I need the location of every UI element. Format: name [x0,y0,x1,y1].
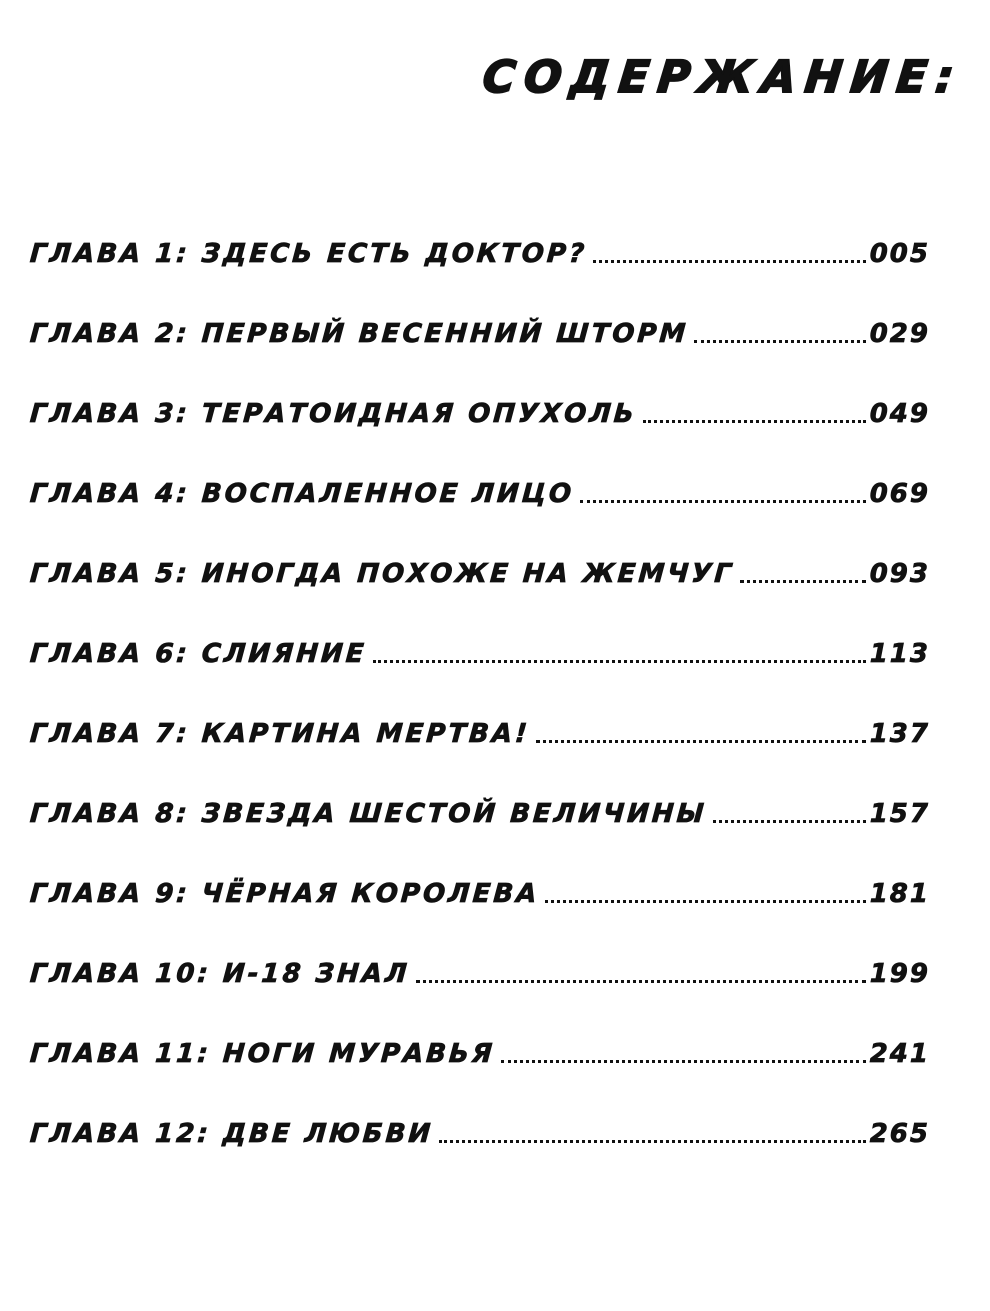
chapter-entry-6 [30,594,930,674]
chapter-entry-7 [30,674,930,754]
chapter-title: ГЛАВА 3: ТЕРАТОИДНАЯ ОПУХОЛЬ [28,399,638,429]
chapter-title: ГЛАВА 9: ЧЁРНАЯ КОРОЛЕВА [28,879,541,909]
dot-leader [545,900,865,903]
chapter-entry-5 [30,514,930,594]
chapter-title: ГЛАВА 5: ИНОГДА ПОХОЖЕ НА ЖЕМЧУГ [28,559,736,589]
chapter-page-number: 113 [869,639,930,669]
chapter-page-number: 005 [869,239,930,269]
chapter-page-number: 241 [869,1039,930,1069]
chapter-title: ГЛАВА 11: НОГИ МУРАВЬЯ [28,1039,496,1069]
chapter-title: ГЛАВА 4: ВОСПАЛЕННОЕ ЛИЦО [28,479,576,509]
chapter-entry-1 [30,194,930,274]
chapter-entry-11 [30,994,930,1074]
chapter-entry-3 [30,354,930,434]
dot-leader [643,420,866,423]
chapter-title: ГЛАВА 2: ПЕРВЫЙ ВЕСЕННИЙ ШТОРМ [28,319,690,349]
chapter-page-number: 049 [869,399,930,429]
chapter-list [30,194,930,1154]
chapter-page-number: 265 [869,1119,930,1149]
chapter-title: ГЛАВА 7: КАРТИНА МЕРТВА! [28,719,531,749]
dot-leader [373,660,866,663]
chapter-entry-2 [30,274,930,354]
chapter-title: ГЛАВА 8: ЗВЕЗДА ШЕСТОЙ ВЕЛИЧИНЫ [28,799,708,829]
chapter-title: ГЛАВА 1: ЗДЕСЬ ЕСТЬ ДОКТОР? [28,239,589,269]
dot-leader [694,340,865,343]
dot-leader [501,1060,866,1063]
dot-leader [439,1140,866,1143]
chapter-entry-8 [30,754,930,834]
chapter-page-number: 137 [869,719,930,749]
chapter-title: ГЛАВА 10: И-18 ЗНАЛ [28,959,411,989]
chapter-title: ГЛАВА 12: ДВЕ ЛЮБВИ [28,1119,435,1149]
page-title: СОДЕРЖАНИЕ: [479,52,965,103]
chapter-page-number: 199 [869,959,930,989]
chapter-entry-12 [30,1074,930,1154]
chapter-entry-4 [30,434,930,514]
dot-leader [580,500,866,503]
dot-leader [416,980,866,983]
dot-leader [740,580,866,583]
dot-leader [713,820,866,823]
chapter-page-number: 069 [869,479,930,509]
chapter-title: ГЛАВА 6: СЛИЯНИЕ [28,639,368,669]
chapter-entry-9 [30,834,930,914]
chapter-entry-10 [30,914,930,994]
dot-leader [536,740,866,743]
chapter-page-number: 029 [869,319,930,349]
chapter-page-number: 093 [869,559,930,589]
dot-leader [593,260,866,263]
chapter-page-number: 181 [869,879,930,909]
chapter-page-number: 157 [869,799,930,829]
